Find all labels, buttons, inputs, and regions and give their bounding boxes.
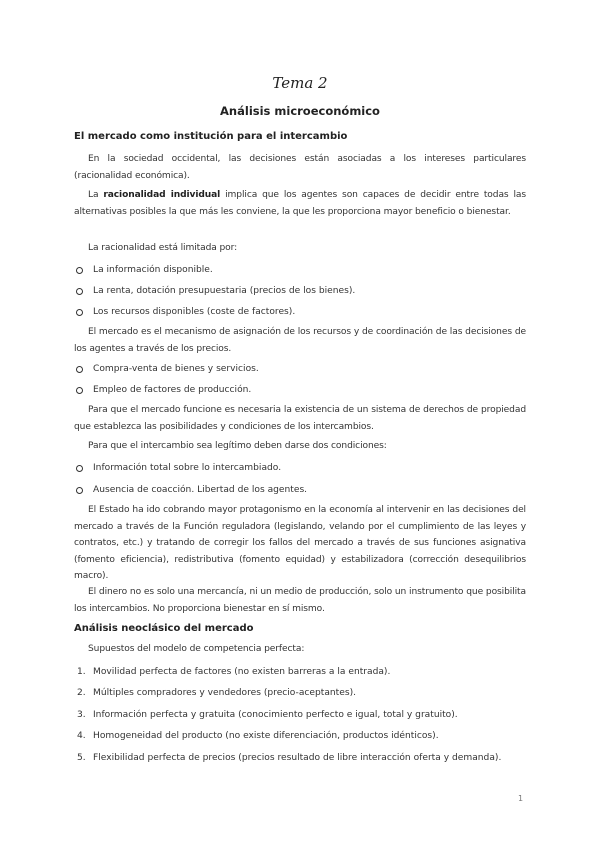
bold-term: racionalidad individual xyxy=(103,190,221,200)
document-page: Tema 2 Análisis microeconómico El mercado como institución para el intercambio En la sociedad occidental, las decisiones están asociadas a los intereses particulares (racionalidad económica). La racionalidad individual implica que los agentes son capaces de decidir entre todas las alternativas posibles la que más les conviene, la que les proporciona mayor beneficio o bienestar. La racionalidad está limitada por: La información disponible. La renta, dotación presupuestaria (precios de los bienes). Los recursos disponibles (coste de factores). El mercado es el mecanismo de asignación de los recursos y de coordinación de las decisiones de los agentes a través de los precios. Compra-venta de bienes y servicios. Empleo de factores de producción. Para que el mercado funcione es necesaria la existencia de un sistema de derechos de propiedad que establezca las posibilidades y condiciones de los intercambios. Para que el intercambio sea legítimo deben darse dos condiciones: Información total sobre lo intercambiado. Ausencia de coacción. Libertad de los agentes. El Estado ha ido cobrando mayor protagonismo en la economía al intervenir en las decisiones del mercado a través de la Función reguladora (legislando, velando por el cumplimiento de las leyes y contratos, etc.) y tratando de corregir los fallos del mercado a través de sus funciones asignativa (fomento eficiencia), redistributiva (fomento equidad) y estabilizadora (corrección desequilibrios macro). El dinero no es solo una mercancía, ni un medio de producción, solo un instrumento que posibilita los intercambios. No proporciona bienestar en sí mismo. Análisis neoclásico del mercado Supuestos del modelo de competencia perfecta: 1. Movilidad perfecta de factores (no existen barreras a la entrada). 2. Múltiples compradores y vendedores (precio-aceptantes). 3. Información perfecta y gratuita (conocimiento perfecto e igual, total y gratuito). 4. Homogeneidad del producto (no existe diferenciación, productos idénticos). 5. Flexibilidad perfecta de precios (precios resultado de libre interacción oferta y demanda). 1 xyxy=(0,0,600,848)
paragraph: El mercado es el mecanismo de asignación de los recursos y de coordinación de las decisiones de los agentes a través de los precios. xyxy=(74,327,526,354)
paragraph: Supuestos del modelo de competencia perfecta: xyxy=(88,644,305,654)
paragraph: La racionalidad está limitada por: xyxy=(88,243,238,253)
paragraph: El Estado ha ido cobrando mayor protagonismo en la economía al intervenir en las decisiones del mercado a través de la Función reguladora (legislando, velando por el cumplimiento de las leyes y contratos, etc.) y tratando de corregir los fallos del mercado a través de sus funciones asignativa (fomento eficiencia), redistributiva (fomento equidad) y estabilizadora (corrección desequilibrios macro). xyxy=(74,505,526,581)
chapter-label: Tema 2 xyxy=(272,74,328,92)
section-heading-mercado: El mercado como institución para el intercambio xyxy=(74,131,348,142)
bullet-icon xyxy=(76,366,83,373)
bullet-icon xyxy=(76,465,83,472)
paragraph: El dinero no es solo una mercancía, ni un medio de producción, solo un instrumento que posibilita los intercambios. No proporciona bienestar en sí mismo. xyxy=(74,587,526,614)
paragraph: Para que el mercado funcione es necesaria la existencia de un sistema de derechos de propiedad que establezca las posibilidades y condiciones de los intercambios. xyxy=(74,405,526,432)
paragraph: En la sociedad occidental, las decisiones están asociadas a los intereses particulares (racionalidad económica). xyxy=(74,154,526,181)
bullet-icon xyxy=(76,288,83,295)
section-heading-neoclasico: Análisis neoclásico del mercado xyxy=(74,623,254,634)
bullet-icon xyxy=(76,387,83,394)
bullet-icon xyxy=(76,267,83,274)
bullet-icon xyxy=(76,309,83,316)
page-number: 1 xyxy=(518,794,524,803)
paragraph: Para que el intercambio sea legítimo deben darse dos condiciones: xyxy=(88,441,387,451)
paragraph: La racionalidad individual implica que los agentes son capaces de decidir entre todas las alternativas posibles la que más les conviene, la que les proporciona mayor beneficio o bienestar. xyxy=(74,190,526,217)
bullet-icon xyxy=(76,487,83,494)
page-title: Análisis microeconómico xyxy=(220,104,380,118)
